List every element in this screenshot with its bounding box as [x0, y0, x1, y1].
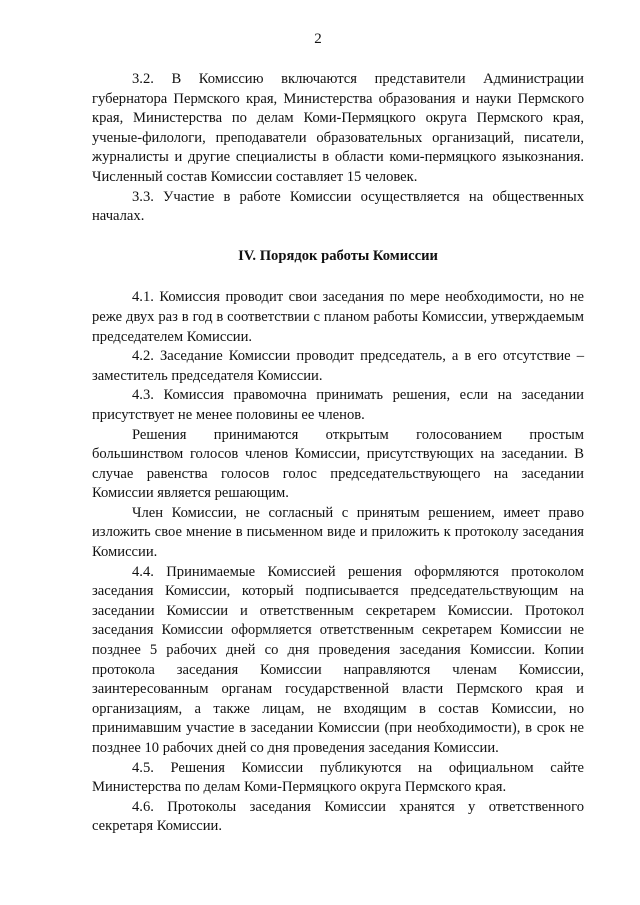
paragraph-4-4: 4.4. Принимаемые Комиссией решения оформляются протоколом заседания Комиссии, который подписывается председательствующим на заседании Комиссии и ответственным секретарем Комиссии. Протокол заседания Комиссии оформляется ответственным секретарем Комиссии не позднее 5 рабочих дней со дня проведения заседания Комиссии. Копии протокола заседания Комиссии направляются членам Комиссии, заинтересованным органам государственной власти Пермского края и организациям, а также лицам, не входящим в состав Комиссии, но принимавшим участие в заседании Комиссии (при необходимости), в срок не позднее 10 рабочих дней со дня проведения заседания Комиссии. — [92, 563, 584, 756]
page-number: 2 — [314, 31, 322, 47]
paragraph-3-2: 3.2. В Комиссию включаются представители Администрации губернатора Пермского края, Министерства образования и науки Пермского края, Министерства по делам Коми-Пермяцкого округа Пермского края, ученые-филологи, преподаватели образовательных организаций, писатели, журналисты и другие специалисты в области коми-пермяцкого языкознания. Численный состав Комиссии составляет 15 человек. — [92, 71, 584, 185]
paragraph-4-2: 4.2. Заседание Комиссии проводит председатель, а в его отсутствие – заместитель председателя Комиссии. — [92, 348, 584, 384]
paragraph-dissent: Член Комиссии, не согласный с принятым решением, имеет право изложить свое мнение в письменном виде и приложить к протоколу заседания Комиссии. — [92, 504, 584, 561]
paragraph-4-1: 4.1. Комиссия проводит свои заседания по мере необходимости, но не реже двух раз в год в соответствии с планом работы Комиссии, утверждаемым председателем Комиссии. — [92, 289, 584, 345]
paragraph-decisions: Решения принимаются открытым голосованием простым большинством голосов членов Комиссии, присутствующих на заседании. В случае равенства голосов голос председательствующего на заседании Комиссии является решающим. — [92, 426, 584, 502]
section-heading: IV. Порядок работы Комиссии — [238, 247, 438, 264]
paragraph-4-3: 4.3. Комиссия правомочна принимать решения, если на заседании присутствует не менее половины ее членов. — [92, 387, 584, 423]
paragraph-4-5: 4.5. Решения Комиссии публикуются на официальном сайте Министерства по делам Коми-Пермяцкого округа Пермского края. — [92, 759, 584, 796]
paragraph-3-3: 3.3. Участие в работе Комиссии осуществляется на общественных началах. — [92, 188, 584, 225]
paragraph-4-6: 4.6. Протоколы заседания Комиссии хранятся у ответственного секретаря Комиссии. — [92, 798, 584, 835]
